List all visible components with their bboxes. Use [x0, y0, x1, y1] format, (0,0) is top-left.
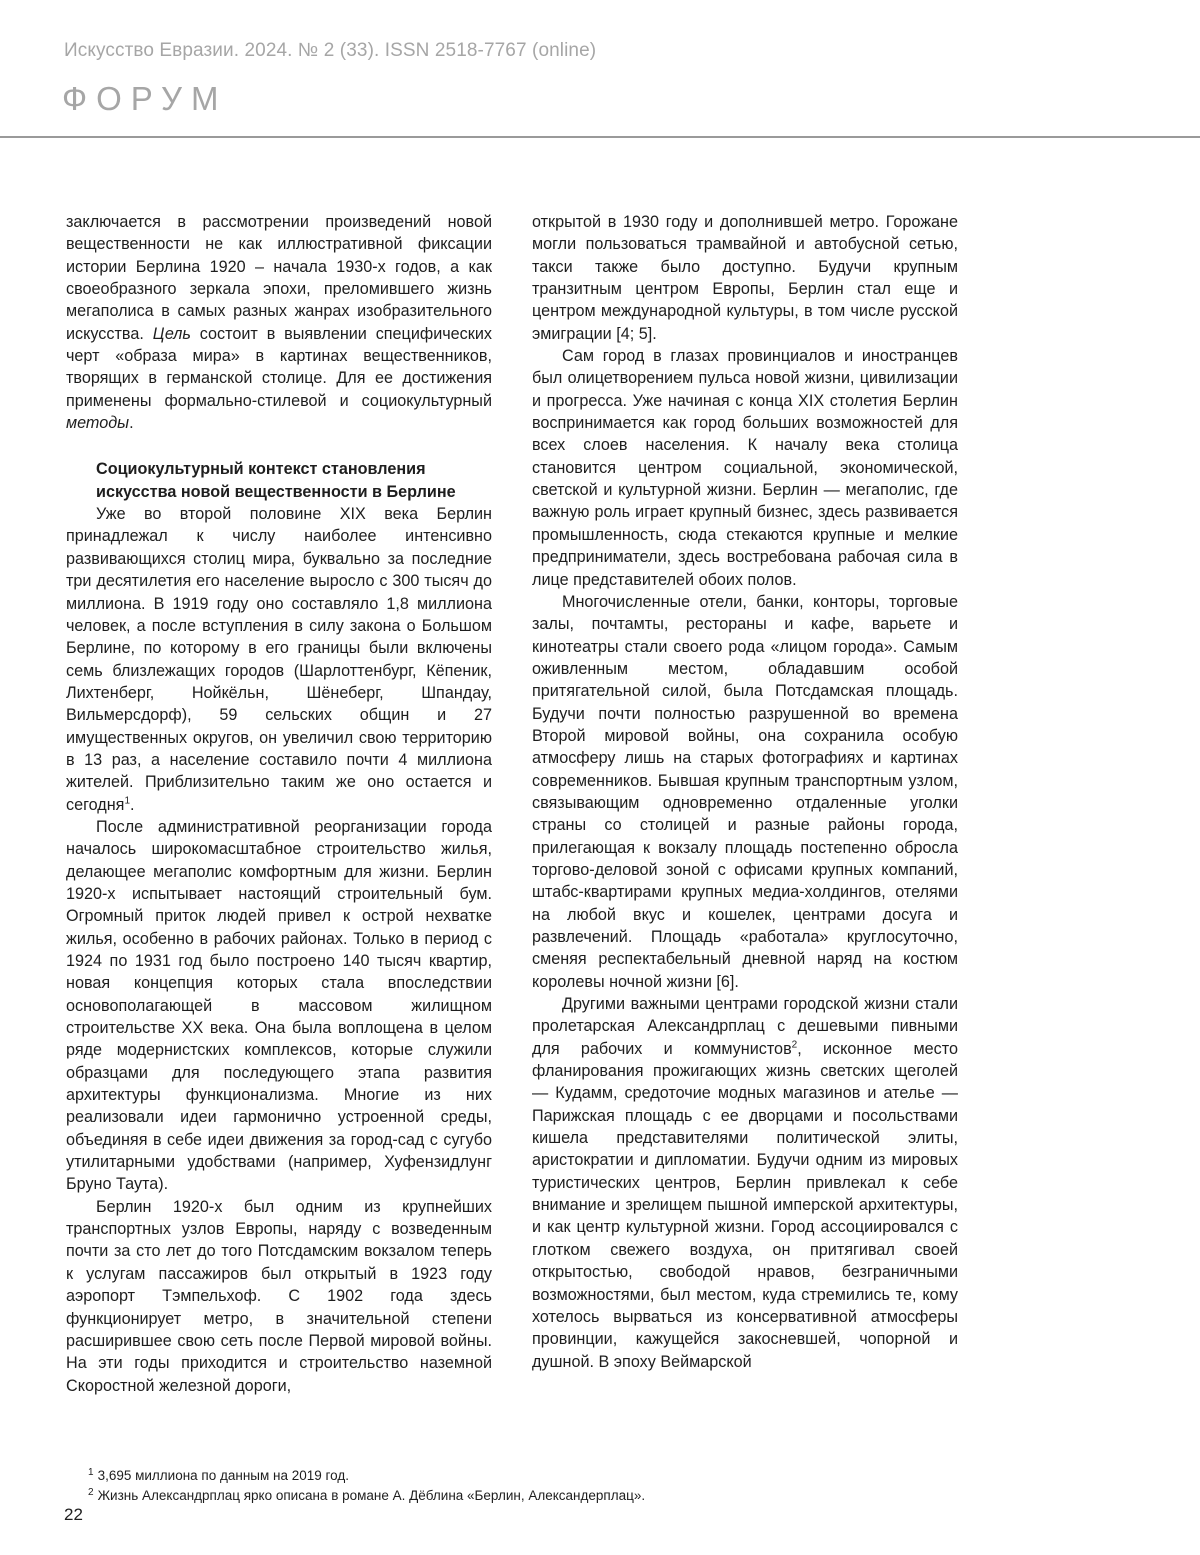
emphasis-methods: методы	[66, 414, 130, 433]
footnote-2: $^2$ Жизнь Александрплац ярко описана в романе А. Дёблина «Берлин, Александерплац».	[88, 1486, 646, 1503]
footnote-ref-1[interactable]: 1	[124, 795, 131, 807]
paragraph-intro-end: заключается в рассмотрении произведений новой вещественности не как иллюстративной фиксации истории Берлина 1920 – начала 1930-х годов, а как своеобразного зеркала эпохи, преломившего жизнь мегаполиса в самых разных жанрах изобразительного искусства. Цель состоит в выявлении специфических черт «образа мира» в картинах вещественников, творящих в германской столице. Для ее достижения применены формально-стилевой и социокультурный методы.	[66, 213, 492, 433]
paragraph-city-centers: Другими важными центрами городской жизни стали пролетарская Александрплац с дешевыми пивными для рабочих и коммунистов$^2$, исконное место фланирования прожигающих жизнь светских щеголей — Кудамм, средоточие модных магазинов и ателье — Парижская площадь с ее дворцами и посольствами кишела представителями политической элиты, аристократии и дипломатии. Будучи одним из мировых туристических центров, Берлин привлекал к себе внимание и зрелищем пышной имперской архитектуры, и как центр культурной жизни. Город ассоциировался с глотком свежего воздуха, он притягивал своей открытостью, свободой нравов, безграничными возможностями, был местом, куда стремились те, кому хотелось вырваться из консервативной атмосферы провинции, кажущейся закосневшей, чопорной и душной. В эпоху Веймарской	[532, 995, 958, 1371]
paragraph-city-image: Сам город в глазах провинциалов и иностранцев был олицетворением пульса новой жизни, цивилизации и прогресса. Уже начиная с конца XIX столетия Берлин воспринимается как город больших возможностей для всех слоев населения. К началу века столица становится центром социальной, экономической, светской и культурной жизни. Берлин — мегаполис, где важную роль играет крупный бизнес, здесь развивается промышленность, сюда стекаются крупные и мелкие предприниматели, здесь востребована рабочая сила в лице представителей обоих полов.	[532, 347, 958, 589]
paragraph-transport-cont: открытой в 1930 году и дополнившей метро. Горожане могли пользоваться трамвайной и автобусной сетью, такси также было доступно. Будучи крупным транзитным центром Европы, Берлин стал еще и центром международной культуры, в том числе русской эмиграции [4; 5].	[532, 213, 958, 343]
footnotes	[88, 1466, 988, 1506]
paragraph-transport: Берлин 1920-х был одним из крупнейших транспортных узлов Европы, наряду с возведенным почти за сто лет до того Потсдамским вокзалом теперь к услугам пассажиров был открытый в 1923 году аэропорт Тэмпельхоф. С 1902 года здесь функционирует метро, в значительной степени расширившее свою сеть после Первой мировой войны. На эти годы приходится и строительство наземной Скоростной железной дороги,	[66, 1197, 492, 1395]
page-number: 22	[64, 1505, 83, 1524]
journal-citation: Искусство Евразии. 2024. № 2 (33). ISSN 2518-7767 (online)	[64, 40, 597, 61]
header-divider	[0, 136, 1200, 138]
paragraph-potsdamer-platz: Многочисленные отели, банки, конторы, торговые залы, почтамты, рестораны и кафе, варьете и кинотеатры стали своего рода «лицом города». Самым оживленным местом, обладавшим особой притягательной силой, была Потсдамская площадь. Будучи почти полностью разрушенной во времена Второй мировой войны, она сохранила особую атмосферу лишь на старых фотографиях и картинах современников. Бывшая крупным транспортным узлом, связывающим одновременно отдаленные уголки страны со столицей и разные районы города, прилегающая к вокзалу площадь постепенно обросла торгово-деловой зоной с офисами крупных компаний, штабс-квартирами крупных медиа-холдингов, отелями на любой вкус и кошелек, центрами досуга и развлечений. Площадь «работала» круглосуточно, сменяя респектабельный дневной наряд на костюм королевы ночной жизни [6].	[532, 592, 958, 991]
footnote-1: $^1$ 3,695 миллиона по данным на 2019 год.	[88, 1466, 349, 1483]
emphasis-goal: Цель	[152, 324, 191, 343]
section-heading: Социокультурный контекст становления искусства новой вещественности в Берлине	[96, 460, 456, 501]
paragraph-population: Уже во второй половине XIX века Берлин принадлежал к числу наиболее интенсивно развивающихся столиц мира, буквально за последние три десятилетия его население выросло с 300 тысяч до миллиона. В 1919 году оно составляло 1,8 миллиона человек, а после вступления в силу закона о Большом Берлине, по которому в его границы были включены семь близлежащих городов (Шарлоттенбург, Кёпеник, Лихтенберг, Нойкёльн, Шёнеберг, Шпандау, Вильмерсдорф), 59 сельских общин и 27 имущественных округов, он увеличил свою территорию в 13 раз, а население составило почти 4 миллиона жителей. Приблизительно таким же оно остается и сегодня$^1$.	[66, 505, 492, 814]
paragraph-housing: После административной реорганизации города началось широкомасштабное строительство жилья, делающее мегаполис комфортным для жизни. Берлин 1920-х испытывает настоящий строительный бум. Огромный приток людей привел к острой нехватке жилья, особенно в рабочих районах. Только в период с 1924 по 1931 год было построено 140 тысяч квартир, новая концепция которых стала впоследствии основополагающей в массовом жилищном строительстве XX века. Она была воплощена в целом ряде модернистских комплексов, которые служили образцами для последующего этапа развития архитектуры функционализма. Многие из них реализовали идеи гармонично устроенной среды, объединяя в себе идеи движения за город-сад с сугубо утилитарными удобствами (например, Хуфензидлунг Бруно Таута).	[66, 817, 492, 1194]
section-title: ФОРУМ	[62, 80, 228, 117]
right-column	[532, 211, 958, 1373]
left-column	[66, 211, 492, 1397]
footnote-ref-2[interactable]: 2	[791, 1039, 798, 1051]
